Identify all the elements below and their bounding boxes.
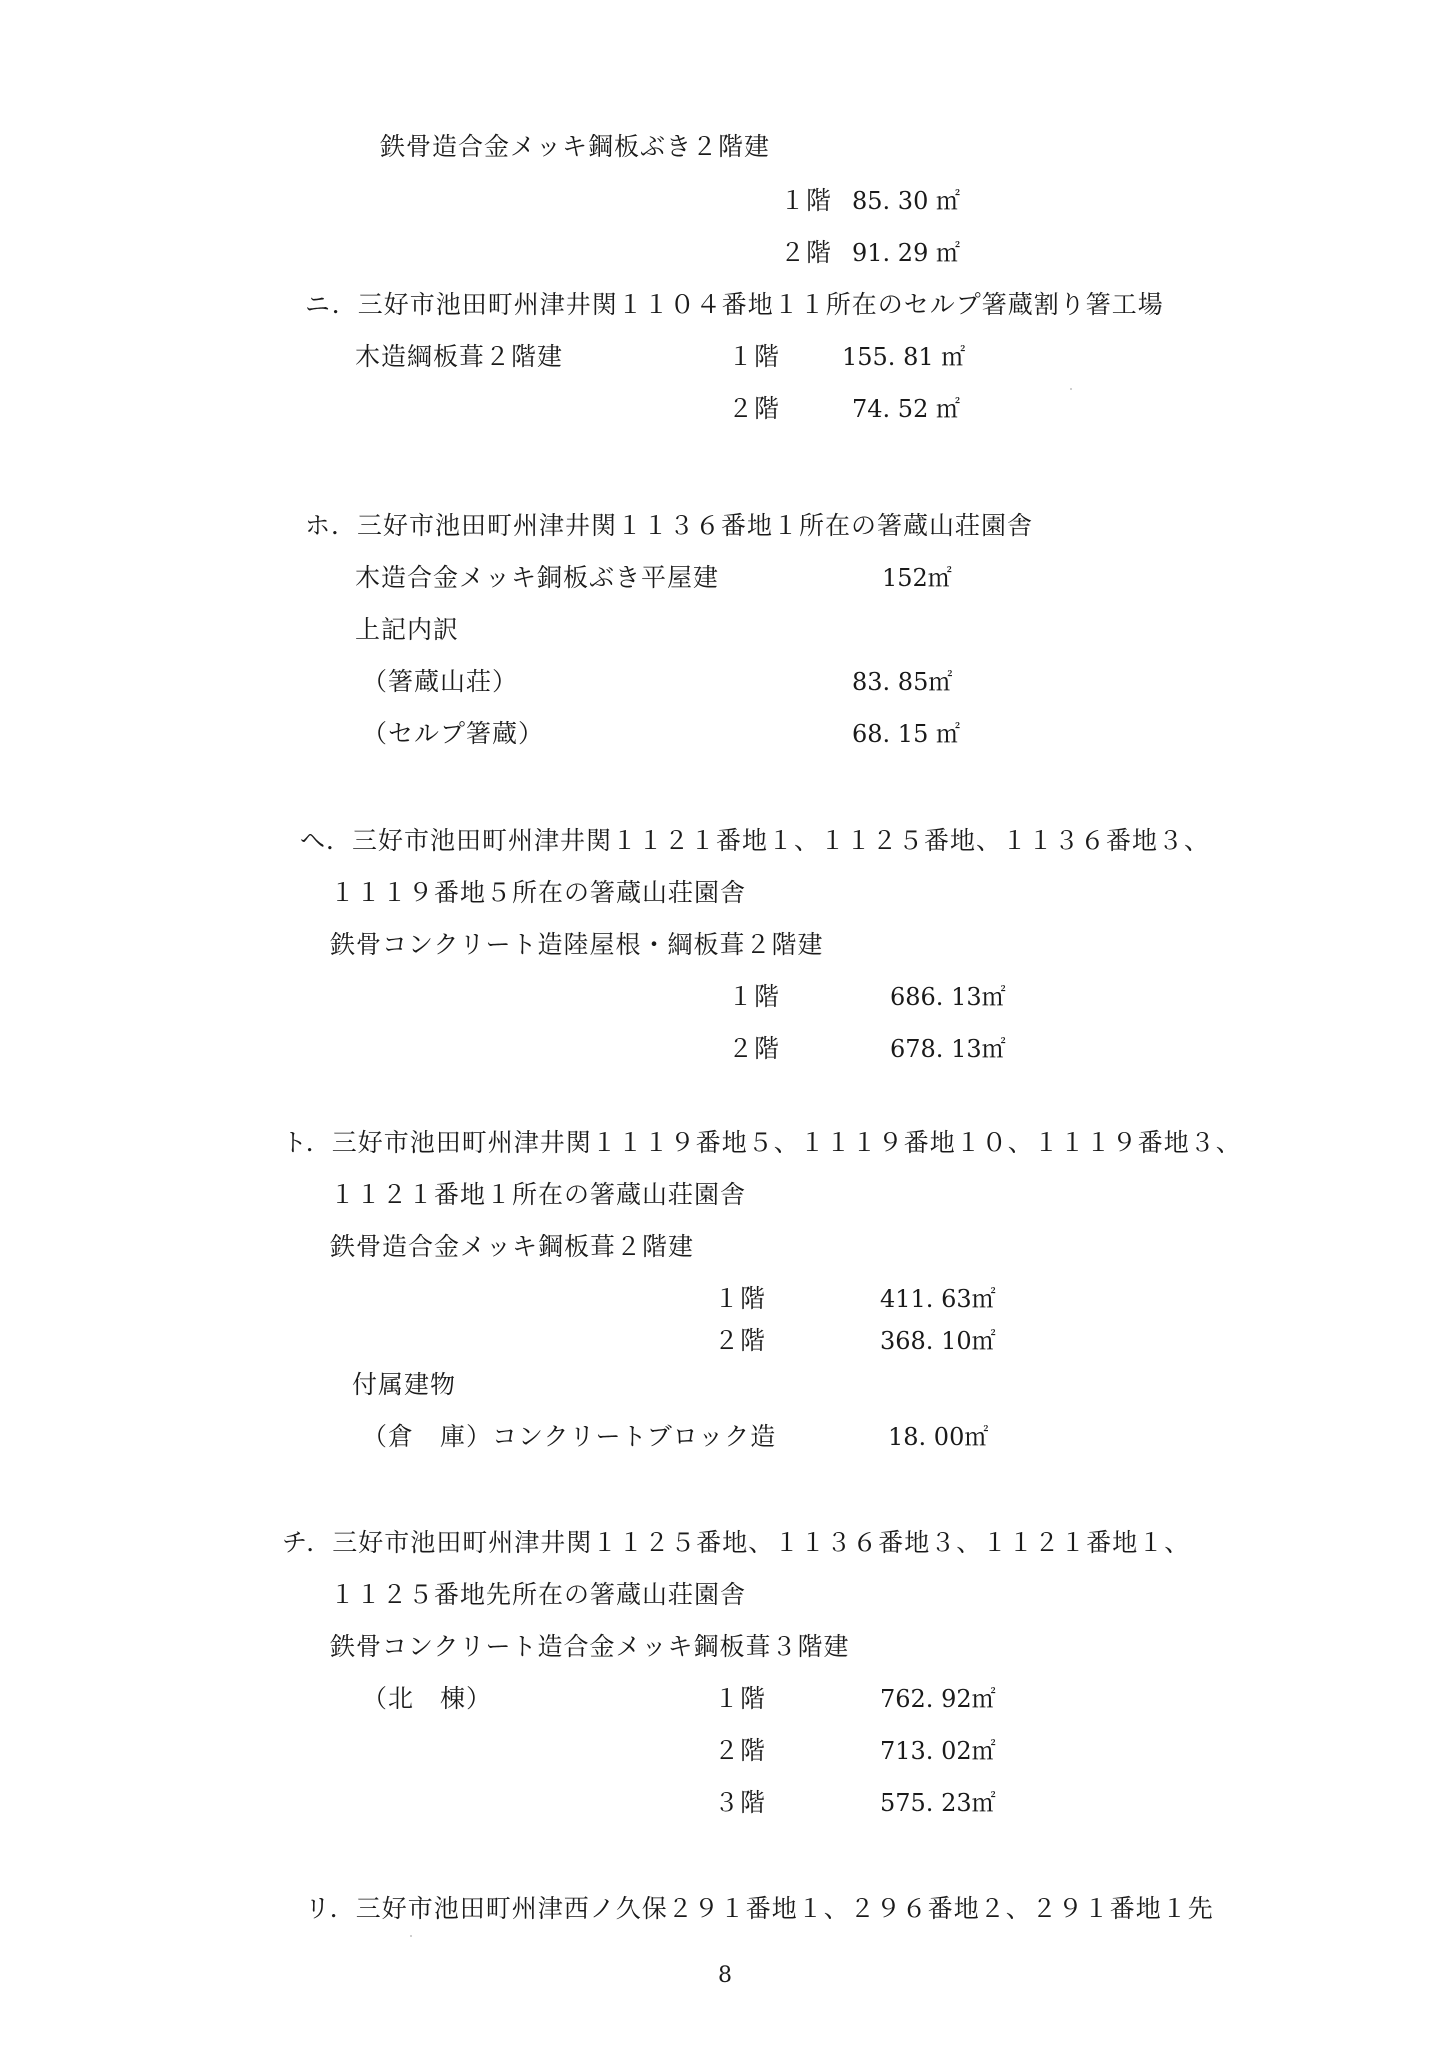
wing-label: （北 棟） xyxy=(362,1684,493,1713)
floor-label: ２階 xyxy=(728,394,781,423)
page-number: 8 xyxy=(718,1963,732,1988)
floor-area: 18. 00㎡ xyxy=(888,1423,989,1451)
floor-area: 762. 92㎡ xyxy=(880,1685,996,1713)
structure-line: 鉄骨コンクリート造合金メッキ鋼板葺３階建 xyxy=(330,1632,850,1661)
floor-area: 152㎡ xyxy=(882,564,952,592)
structure-line: 木造綱板葺２階建 xyxy=(355,342,564,371)
floor-label: ２階 xyxy=(714,1736,767,1765)
floor-area: 575. 23㎡ xyxy=(880,1789,996,1817)
item-heading: チ．三好市池田町州津井関１１２５番地、１１３６番地３、１１２１番地１、 xyxy=(282,1528,1191,1557)
sub-building: （箸蔵山荘） xyxy=(362,667,519,696)
floor-area: 83. 85㎡ xyxy=(852,668,953,696)
floor-label: １階 xyxy=(728,342,781,371)
structure-line: 鉄骨造合金メッキ鋼板葺２階建 xyxy=(330,1232,695,1261)
floor-area: 713. 02㎡ xyxy=(880,1737,996,1765)
annex-label: 付属建物 xyxy=(352,1370,457,1399)
item-heading: ホ．三好市池田町州津井関１１３６番地１所在の箸蔵山荘園舎 xyxy=(305,511,1034,540)
floor-area: 155. 81 ㎡ xyxy=(842,343,966,371)
item-heading: リ．三好市池田町州津西ノ久保２９１番地１、２９６番地２、２９１番地１先 xyxy=(305,1894,1214,1923)
floor-area: 411. 63㎡ xyxy=(880,1285,996,1313)
address-continuation: １１１９番地５所在の箸蔵山荘園舎 xyxy=(330,878,747,907)
floor-area: 686. 13㎡ xyxy=(890,983,1006,1011)
item-heading: ニ．三好市池田町州津井関１１０４番地１１所在のセルプ箸蔵割り箸工場 xyxy=(305,290,1164,319)
annex-building: （倉 庫）コンクリートブロック造 xyxy=(362,1422,777,1451)
structure-line: 木造合金メッキ銅板ぶき平屋建 xyxy=(355,563,720,592)
floor-area: 74. 52 ㎡ xyxy=(852,395,960,423)
address-continuation: １１２５番地先所在の箸蔵山荘園舎 xyxy=(330,1580,747,1609)
breakdown-label: 上記内訳 xyxy=(355,615,460,644)
floor-area: 85. 30 ㎡ xyxy=(852,187,960,215)
floor-label: ２階 xyxy=(714,1326,767,1355)
floor-area: 368. 10㎡ xyxy=(880,1327,996,1355)
floor-area: 91. 29 ㎡ xyxy=(852,239,960,267)
floor-area: 678. 13㎡ xyxy=(890,1035,1006,1063)
floor-label: １階 xyxy=(714,1684,767,1713)
floor-label: ２階 xyxy=(780,238,833,267)
structure-line: 鉄骨コンクリート造陸屋根・綱板葺２階建 xyxy=(330,930,824,959)
item-heading: ト．三好市池田町州津井関１１１９番地５、１１１９番地１０、１１１９番地３、 xyxy=(282,1128,1242,1157)
floor-label: １階 xyxy=(714,1284,767,1313)
floor-area: 68. 15 ㎡ xyxy=(852,720,960,748)
floor-label: １階 xyxy=(728,982,781,1011)
address-continuation: １１２１番地１所在の箸蔵山荘園舎 xyxy=(330,1180,747,1209)
floor-label: １階 xyxy=(780,186,833,215)
floor-label: ３階 xyxy=(714,1788,767,1817)
item-heading: へ．三好市池田町州津井関１１２１番地１、１１２５番地、１１３６番地３、 xyxy=(300,826,1211,855)
scan-speck xyxy=(410,1935,412,1937)
scan-speck xyxy=(1070,388,1072,390)
structure-line: 鉄骨造合金メッキ鋼板ぶき２階建 xyxy=(380,132,771,161)
sub-building: （セルプ箸蔵） xyxy=(362,719,545,748)
floor-label: ２階 xyxy=(728,1034,781,1063)
